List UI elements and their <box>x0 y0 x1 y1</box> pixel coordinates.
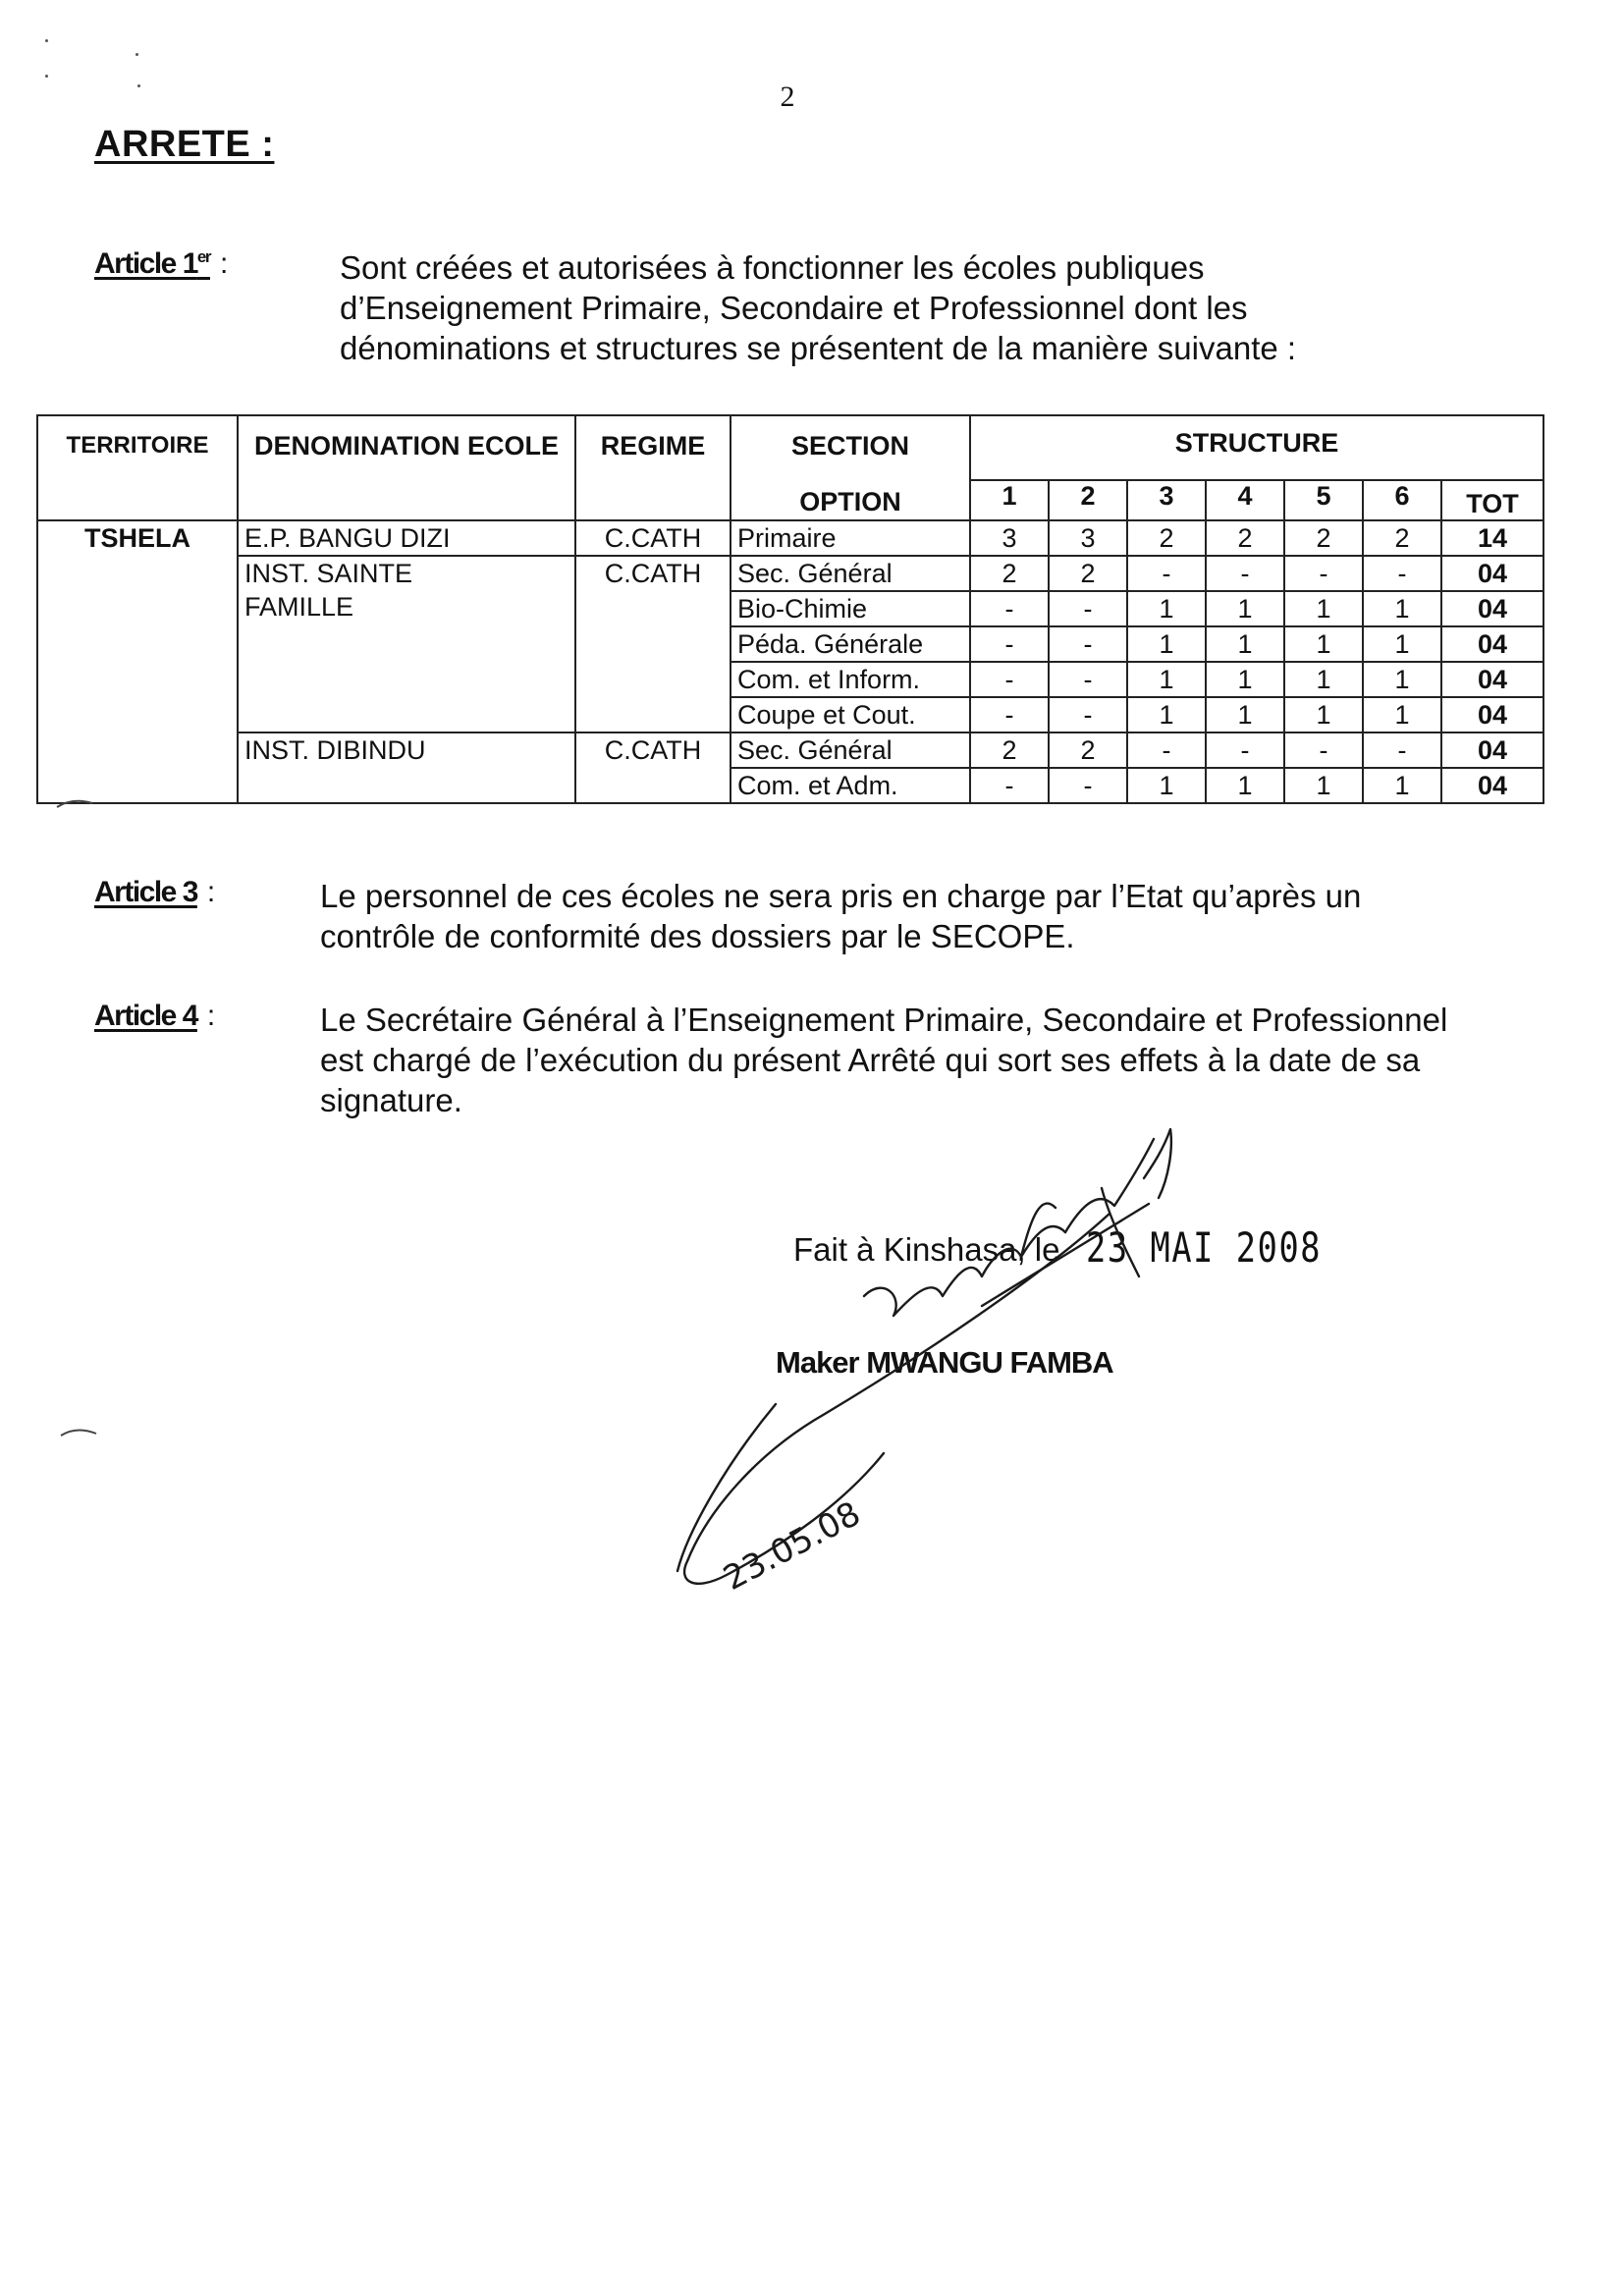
option-cell: Primaire <box>731 520 970 556</box>
scan-speck <box>135 53 138 56</box>
article-4-line: Le Secrétaire Général à l’Enseignement Primaire, Secondaire et Professionnel <box>320 1002 1448 1038</box>
article-1-line: dénominations et structures se présentent de la manière suivante : <box>340 330 1297 366</box>
class-cell: 2 <box>1127 520 1206 556</box>
total-cell: 04 <box>1441 662 1543 697</box>
class-cell: 1 <box>1206 768 1284 803</box>
class-cell: 1 <box>1363 626 1441 662</box>
class-cell: 1 <box>1284 662 1363 697</box>
total-cell: 04 <box>1441 768 1543 803</box>
place-and-date-label: Fait à Kinshasa, le <box>793 1231 1060 1268</box>
schools-table <box>36 414 1544 804</box>
table-row <box>37 520 1543 556</box>
header-class-3: 3 <box>1127 480 1206 520</box>
class-cell: 1 <box>1363 662 1441 697</box>
header-class-6: 6 <box>1363 480 1441 520</box>
class-cell: - <box>1206 732 1284 768</box>
page-number: 2 <box>780 81 795 113</box>
date-stamp: 23 MAI 2008 <box>1086 1223 1323 1272</box>
article-1-colon: : <box>219 247 229 280</box>
total-cell: 04 <box>1441 556 1543 591</box>
header-structure: STRUCTURE <box>970 415 1543 480</box>
header-territoire: TERRITOIRE <box>37 415 238 520</box>
class-cell: 1 <box>1284 626 1363 662</box>
class-cell: - <box>1363 556 1441 591</box>
class-cell: 1 <box>1363 591 1441 626</box>
article-4-text <box>320 1000 1451 1120</box>
article-4-label <box>94 1000 215 1033</box>
school-name-line: FAMILLE <box>244 592 354 622</box>
total-cell: 14 <box>1441 520 1543 556</box>
class-cell: - <box>1127 556 1206 591</box>
total-cell: 04 <box>1441 732 1543 768</box>
total-cell: 04 <box>1441 697 1543 732</box>
article-4-line: est chargé de l’exécution du présent Arrêté qui sort ses effets à la date de sa <box>320 1042 1421 1078</box>
header-class-4: 4 <box>1206 480 1284 520</box>
class-cell: 2 <box>970 732 1049 768</box>
class-cell: - <box>1127 732 1206 768</box>
school-name: INST. DIBINDU <box>238 732 575 803</box>
class-cell: 2 <box>1049 556 1127 591</box>
header-denomination: DENOMINATION ECOLE <box>238 415 575 520</box>
header-class-1: 1 <box>970 480 1049 520</box>
class-cell: - <box>1049 697 1127 732</box>
article-3-line: contrôle de conformité des dossiers par le SECOPE. <box>320 918 1075 954</box>
class-cell: 1 <box>1127 662 1206 697</box>
article-1-label-text: Article 1er <box>94 247 210 280</box>
header-total: TOT <box>1441 480 1543 520</box>
class-cell: 2 <box>1363 520 1441 556</box>
school-name: E.P. BANGU DIZI <box>238 520 575 556</box>
class-cell: 1 <box>1127 768 1206 803</box>
header-class-2: 2 <box>1049 480 1127 520</box>
table-row <box>37 556 1543 591</box>
article-3-line: Le personnel de ces écoles ne sera pris en charge par l’Etat qu’après un <box>320 878 1362 914</box>
option-cell: Coupe et Cout. <box>731 697 970 732</box>
article-4-line: signature. <box>320 1082 462 1118</box>
class-cell: 1 <box>1363 768 1441 803</box>
class-cell: 1 <box>1284 591 1363 626</box>
article-1-label <box>94 247 228 281</box>
article-3-label <box>94 876 215 909</box>
class-cell: 1 <box>1284 697 1363 732</box>
article-4-colon: : <box>206 1000 216 1032</box>
page-title: ARRETE : <box>94 124 275 165</box>
header-section: SECTION <box>731 415 970 480</box>
class-cell: - <box>970 697 1049 732</box>
header-class-5: 5 <box>1284 480 1363 520</box>
class-cell: 3 <box>970 520 1049 556</box>
article-3-colon: : <box>206 876 216 908</box>
option-cell: Bio-Chimie <box>731 591 970 626</box>
class-cell: - <box>1049 591 1127 626</box>
class-cell: 3 <box>1049 520 1127 556</box>
class-cell: 1 <box>1363 697 1441 732</box>
school-regime: C.CATH <box>575 520 731 556</box>
school-name <box>238 556 575 732</box>
class-cell: 2 <box>1206 520 1284 556</box>
table-header-row <box>37 415 1543 480</box>
class-cell: - <box>970 768 1049 803</box>
option-cell: Com. et Inform. <box>731 662 970 697</box>
school-regime: C.CATH <box>575 732 731 803</box>
header-option: OPTION <box>731 480 970 520</box>
option-cell: Com. et Adm. <box>731 768 970 803</box>
article-3-text <box>320 876 1451 956</box>
article-1-line: d’Enseignement Primaire, Secondaire et Professionnel dont les <box>340 290 1248 326</box>
territory-cell: TSHELA <box>37 520 238 803</box>
class-cell: 2 <box>1049 732 1127 768</box>
class-cell: - <box>1049 768 1127 803</box>
school-regime: C.CATH <box>575 556 731 732</box>
class-cell: 1 <box>1206 626 1284 662</box>
header-regime: REGIME <box>575 415 731 520</box>
total-cell: 04 <box>1441 626 1543 662</box>
scan-speck <box>137 84 140 87</box>
signatory-name: Maker MWANGU FAMBA <box>776 1345 1113 1380</box>
article-3-label-text: Article 3 <box>94 876 197 908</box>
class-cell: - <box>1284 732 1363 768</box>
total-cell: 04 <box>1441 591 1543 626</box>
article-1-text <box>340 247 1451 368</box>
class-cell: 2 <box>1284 520 1363 556</box>
option-cell: Péda. Générale <box>731 626 970 662</box>
option-cell: Sec. Général <box>731 732 970 768</box>
class-cell: 1 <box>1127 591 1206 626</box>
class-cell: - <box>1049 626 1127 662</box>
scan-speck <box>45 75 48 78</box>
class-cell: 1 <box>1127 697 1206 732</box>
class-cell: - <box>970 591 1049 626</box>
class-cell: 1 <box>1206 662 1284 697</box>
class-cell: 1 <box>1127 626 1206 662</box>
class-cell: - <box>1284 556 1363 591</box>
class-cell: - <box>1049 662 1127 697</box>
class-cell: - <box>1206 556 1284 591</box>
class-cell: 1 <box>1206 697 1284 732</box>
class-cell: 1 <box>1206 591 1284 626</box>
class-cell: - <box>970 662 1049 697</box>
class-cell: 2 <box>970 556 1049 591</box>
class-cell: - <box>1363 732 1441 768</box>
scan-speck <box>45 39 48 42</box>
table-row <box>37 732 1543 768</box>
option-cell: Sec. Général <box>731 556 970 591</box>
class-cell: 1 <box>1284 768 1363 803</box>
article-4-label-text: Article 4 <box>94 1000 197 1032</box>
article-1-line: Sont créées et autorisées à fonctionner les écoles publiques <box>340 249 1205 286</box>
school-name-line: INST. SAINTE <box>244 559 413 588</box>
handwritten-date: 23.05.08 <box>717 1493 867 1599</box>
class-cell: - <box>970 626 1049 662</box>
